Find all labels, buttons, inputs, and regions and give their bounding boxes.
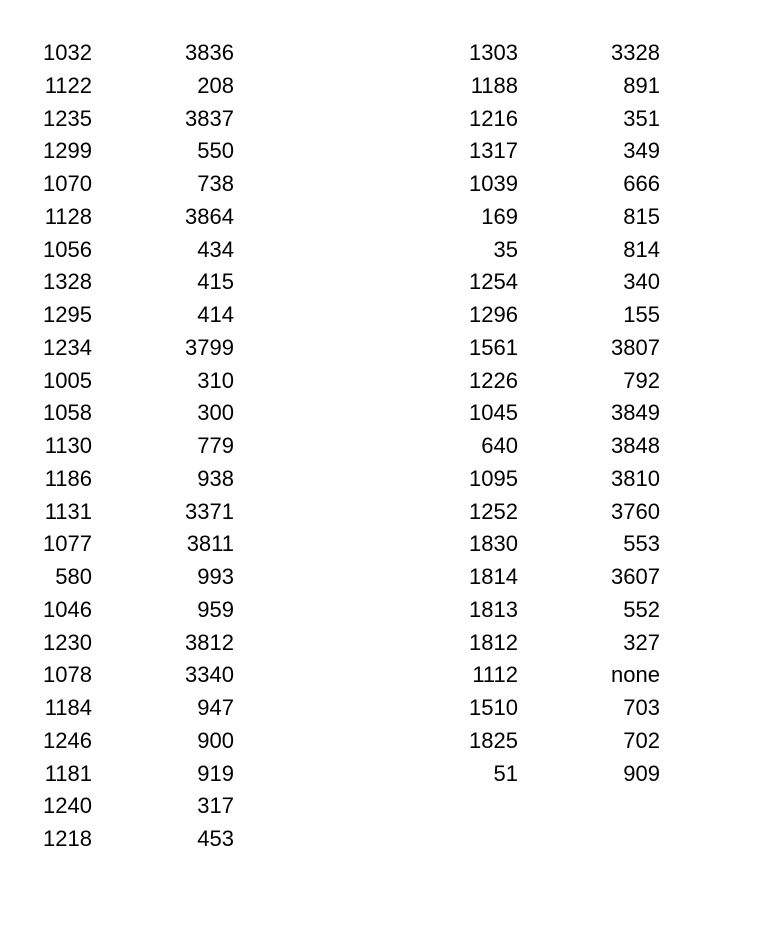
table-row xyxy=(38,266,234,299)
id-cell: 640 xyxy=(481,433,518,458)
table-row xyxy=(464,332,660,365)
id-cell: 1510 xyxy=(469,695,518,720)
table-row xyxy=(38,430,234,463)
id-cell: 1131 xyxy=(44,498,92,524)
id-cell: 1181 xyxy=(44,760,92,786)
table-row xyxy=(464,627,660,660)
table-row xyxy=(38,365,234,398)
id-cell: 169 xyxy=(481,203,518,229)
id-cell: 51 xyxy=(493,760,518,786)
table-row xyxy=(464,135,660,168)
id-cell: 1303 xyxy=(469,40,518,65)
table-row xyxy=(38,299,234,332)
value-cell: 155 xyxy=(623,302,660,327)
value-cell: 3837 xyxy=(185,105,234,131)
table-row xyxy=(464,397,660,430)
table-row xyxy=(464,463,660,496)
id-cell: 35 xyxy=(493,236,518,262)
value-cell: 3811 xyxy=(186,531,234,557)
table-row xyxy=(464,758,660,791)
table-row xyxy=(38,234,234,267)
id-cell: 580 xyxy=(55,564,92,589)
table-row xyxy=(464,594,660,627)
id-cell: 1246 xyxy=(43,727,92,753)
id-cell: 1830 xyxy=(469,531,518,557)
value-cell: 327 xyxy=(623,629,660,655)
id-cell: 1216 xyxy=(469,105,518,131)
value-cell: 900 xyxy=(197,727,234,753)
id-cell: 1045 xyxy=(469,400,518,426)
id-cell: 1235 xyxy=(43,105,92,131)
table-row xyxy=(38,528,234,561)
value-cell: none xyxy=(611,662,660,688)
table-row xyxy=(38,70,234,103)
value-cell: 814 xyxy=(623,236,660,262)
id-cell: 1561 xyxy=(469,334,518,360)
value-cell: 340 xyxy=(623,269,660,295)
table-row xyxy=(464,70,660,103)
table-row xyxy=(38,332,234,365)
value-cell: 938 xyxy=(197,465,234,491)
table-row xyxy=(38,397,234,430)
table-row xyxy=(464,561,660,594)
value-cell: 3799 xyxy=(185,334,234,360)
left-number-table xyxy=(38,37,234,856)
table-row xyxy=(464,365,660,398)
id-cell: 1005 xyxy=(43,367,92,393)
table-row xyxy=(38,823,234,856)
value-cell: 891 xyxy=(623,72,660,98)
id-cell: 1230 xyxy=(43,629,92,655)
id-cell: 1130 xyxy=(44,433,92,458)
value-cell: 3807 xyxy=(611,334,660,360)
id-cell: 1234 xyxy=(43,334,92,360)
table-row xyxy=(464,234,660,267)
table-row xyxy=(38,168,234,201)
value-cell: 553 xyxy=(623,531,660,557)
value-cell: 919 xyxy=(197,760,234,786)
value-cell: 815 xyxy=(623,203,660,229)
value-cell: 959 xyxy=(197,596,234,622)
id-cell: 1070 xyxy=(43,171,92,196)
value-cell: 351 xyxy=(623,105,660,131)
table-row xyxy=(464,299,660,332)
table-row xyxy=(38,201,234,234)
value-cell: 3371 xyxy=(185,498,234,524)
table-row xyxy=(38,725,234,758)
id-cell: 1056 xyxy=(43,236,92,262)
value-cell: 947 xyxy=(197,695,234,720)
id-cell: 1813 xyxy=(469,596,518,622)
table-row xyxy=(464,496,660,529)
table-row xyxy=(464,692,660,725)
id-cell: 1295 xyxy=(43,302,92,327)
id-cell: 1095 xyxy=(469,465,518,491)
id-cell: 1812 xyxy=(469,629,518,655)
id-cell: 1825 xyxy=(469,727,518,753)
id-cell: 1128 xyxy=(44,203,92,229)
value-cell: 666 xyxy=(623,171,660,196)
value-cell: 310 xyxy=(197,367,234,393)
table-row xyxy=(38,561,234,594)
value-cell: 3340 xyxy=(185,662,234,688)
value-cell: 3849 xyxy=(611,400,660,426)
table-row xyxy=(464,528,660,561)
value-cell: 300 xyxy=(197,400,234,426)
value-cell: 3760 xyxy=(611,498,660,524)
table-row xyxy=(464,266,660,299)
table-row xyxy=(38,37,234,70)
value-cell: 909 xyxy=(623,760,660,786)
value-cell: 3848 xyxy=(611,433,660,458)
id-cell: 1814 xyxy=(469,564,518,589)
value-cell: 208 xyxy=(197,72,234,98)
value-cell: 550 xyxy=(197,138,234,164)
table-row xyxy=(464,201,660,234)
table-row xyxy=(464,103,660,136)
id-cell: 1252 xyxy=(469,498,518,524)
id-cell: 1296 xyxy=(469,302,518,327)
id-cell: 1078 xyxy=(43,662,92,688)
id-cell: 1039 xyxy=(469,171,518,196)
table-row xyxy=(38,594,234,627)
table-row xyxy=(38,627,234,660)
id-cell: 1186 xyxy=(44,465,92,491)
table-row xyxy=(38,496,234,529)
table-row xyxy=(38,790,234,823)
value-cell: 3836 xyxy=(185,40,234,65)
value-cell: 317 xyxy=(197,793,234,819)
value-cell: 3864 xyxy=(185,203,234,229)
table-row xyxy=(38,103,234,136)
value-cell: 414 xyxy=(197,302,234,327)
id-cell: 1188 xyxy=(470,72,518,98)
value-cell: 703 xyxy=(623,695,660,720)
id-cell: 1226 xyxy=(469,367,518,393)
value-cell: 738 xyxy=(197,171,234,196)
value-cell: 3607 xyxy=(611,564,660,589)
table-row xyxy=(38,692,234,725)
value-cell: 434 xyxy=(197,236,234,262)
id-cell: 1317 xyxy=(469,138,518,164)
table-row xyxy=(38,135,234,168)
id-cell: 1299 xyxy=(43,138,92,164)
id-cell: 1058 xyxy=(43,400,92,426)
table-row xyxy=(38,758,234,791)
table-row xyxy=(464,430,660,463)
value-cell: 415 xyxy=(197,269,234,295)
value-cell: 3810 xyxy=(611,465,660,491)
table-row xyxy=(464,659,660,692)
table-row xyxy=(38,659,234,692)
value-cell: 702 xyxy=(623,727,660,753)
id-cell: 1328 xyxy=(43,269,92,295)
value-cell: 3328 xyxy=(611,40,660,65)
value-cell: 779 xyxy=(197,433,234,458)
id-cell: 1046 xyxy=(43,596,92,622)
value-cell: 3812 xyxy=(185,629,234,655)
value-cell: 552 xyxy=(623,596,660,622)
right-number-table xyxy=(464,37,660,790)
table-row xyxy=(38,463,234,496)
value-cell: 453 xyxy=(197,826,234,851)
table-row xyxy=(464,168,660,201)
id-cell: 1077 xyxy=(43,531,92,557)
id-cell: 1254 xyxy=(469,269,518,295)
value-cell: 993 xyxy=(197,564,234,589)
id-cell: 1122 xyxy=(44,72,92,98)
table-row xyxy=(464,37,660,70)
id-cell: 1184 xyxy=(44,695,92,720)
value-cell: 792 xyxy=(623,367,660,393)
table-row xyxy=(464,725,660,758)
id-cell: 1218 xyxy=(43,826,92,851)
value-cell: 349 xyxy=(623,138,660,164)
id-cell: 1032 xyxy=(43,40,92,65)
id-cell: 1240 xyxy=(43,793,92,819)
id-cell: 1112 xyxy=(472,662,518,688)
